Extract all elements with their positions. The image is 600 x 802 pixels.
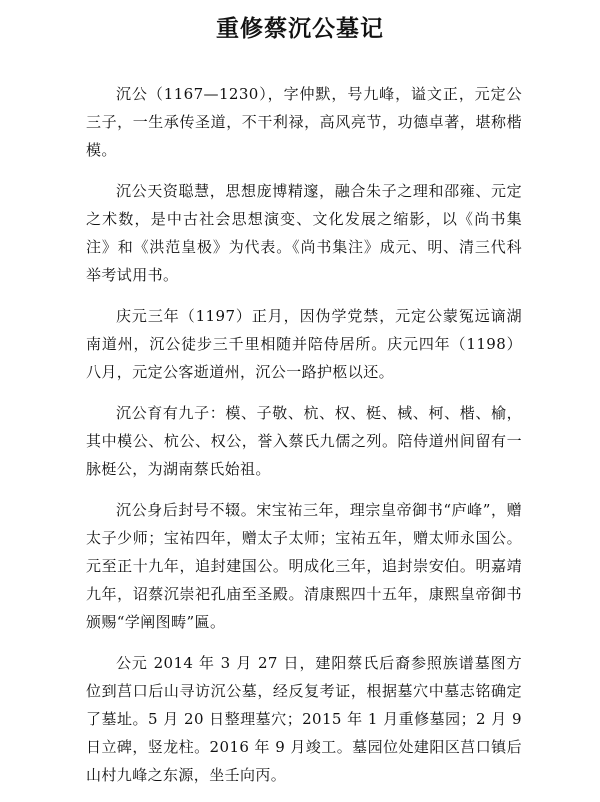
document-body [86,80,522,802]
paragraph-sons: 沉公育有九子：模、子敬、杭、权、梃、棫、柯、楷、榆，其中模公、杭公、权公，誉入蔡氏九儒之列。陪侍道州间留有一脉梃公，为湖南蔡氏始祖。 [86,404,522,478]
paragraph-restoration: 公元 2014 年 3 月 27 日，建阳蔡氏后裔参照族谱墓图方位到莒口后山寻访沉公墓，经反复考证，根据墓穴中墓志铭确定了墓址。5 月 20 日整理墓穴；2015 年 1 月重修墓园；2 月 9 日立碑，竖龙柱。2016 年 9 月竣工。墓园位处建阳区莒口镇后山村九峰之东源，坐壬向丙。 [86,654,522,784]
paragraph-honors: 沉公身后封号不辍。宋宝祐三年，理宗皇帝御书“庐峰”，赠太子少师；宝祐四年，赠太子太师；宝祐五年，赠太师永国公。元至正十九年，追封建国公。明成化三年，追封崇安伯。明嘉靖九年，诏蔡沉崇祀孔庙至圣殿。清康熙四十五年，康熙皇帝御书颁赐“学阐图畴”匾。 [86,501,522,631]
paragraph-intro: 沉公（1167—1230），字仲默，号九峰，谥文正，元定公三子，一生承传圣道，不干利禄，高风亮节，功德卓著，堪称楷模。 [86,85,522,159]
paragraph-exile: 庆元三年（1197）正月，因伪学党禁，元定公蒙冤远谪湖南道州，沉公徒步三千里相随并陪侍居所。庆元四年（1198）八月，元定公客逝道州，沉公一路护柩以还。 [86,307,522,381]
paragraph-scholarship: 沉公天资聪慧，思想庞博精邃，融合朱子之理和邵雍、元定之术数，是中古社会思想演变、文化发展之缩影，以《尚书集注》和《洪范皇极》为代表。《尚书集注》成元、明、清三代科举考试用书。 [86,182,522,284]
document-title: 重修蔡沉公墓记 [216,16,384,42]
